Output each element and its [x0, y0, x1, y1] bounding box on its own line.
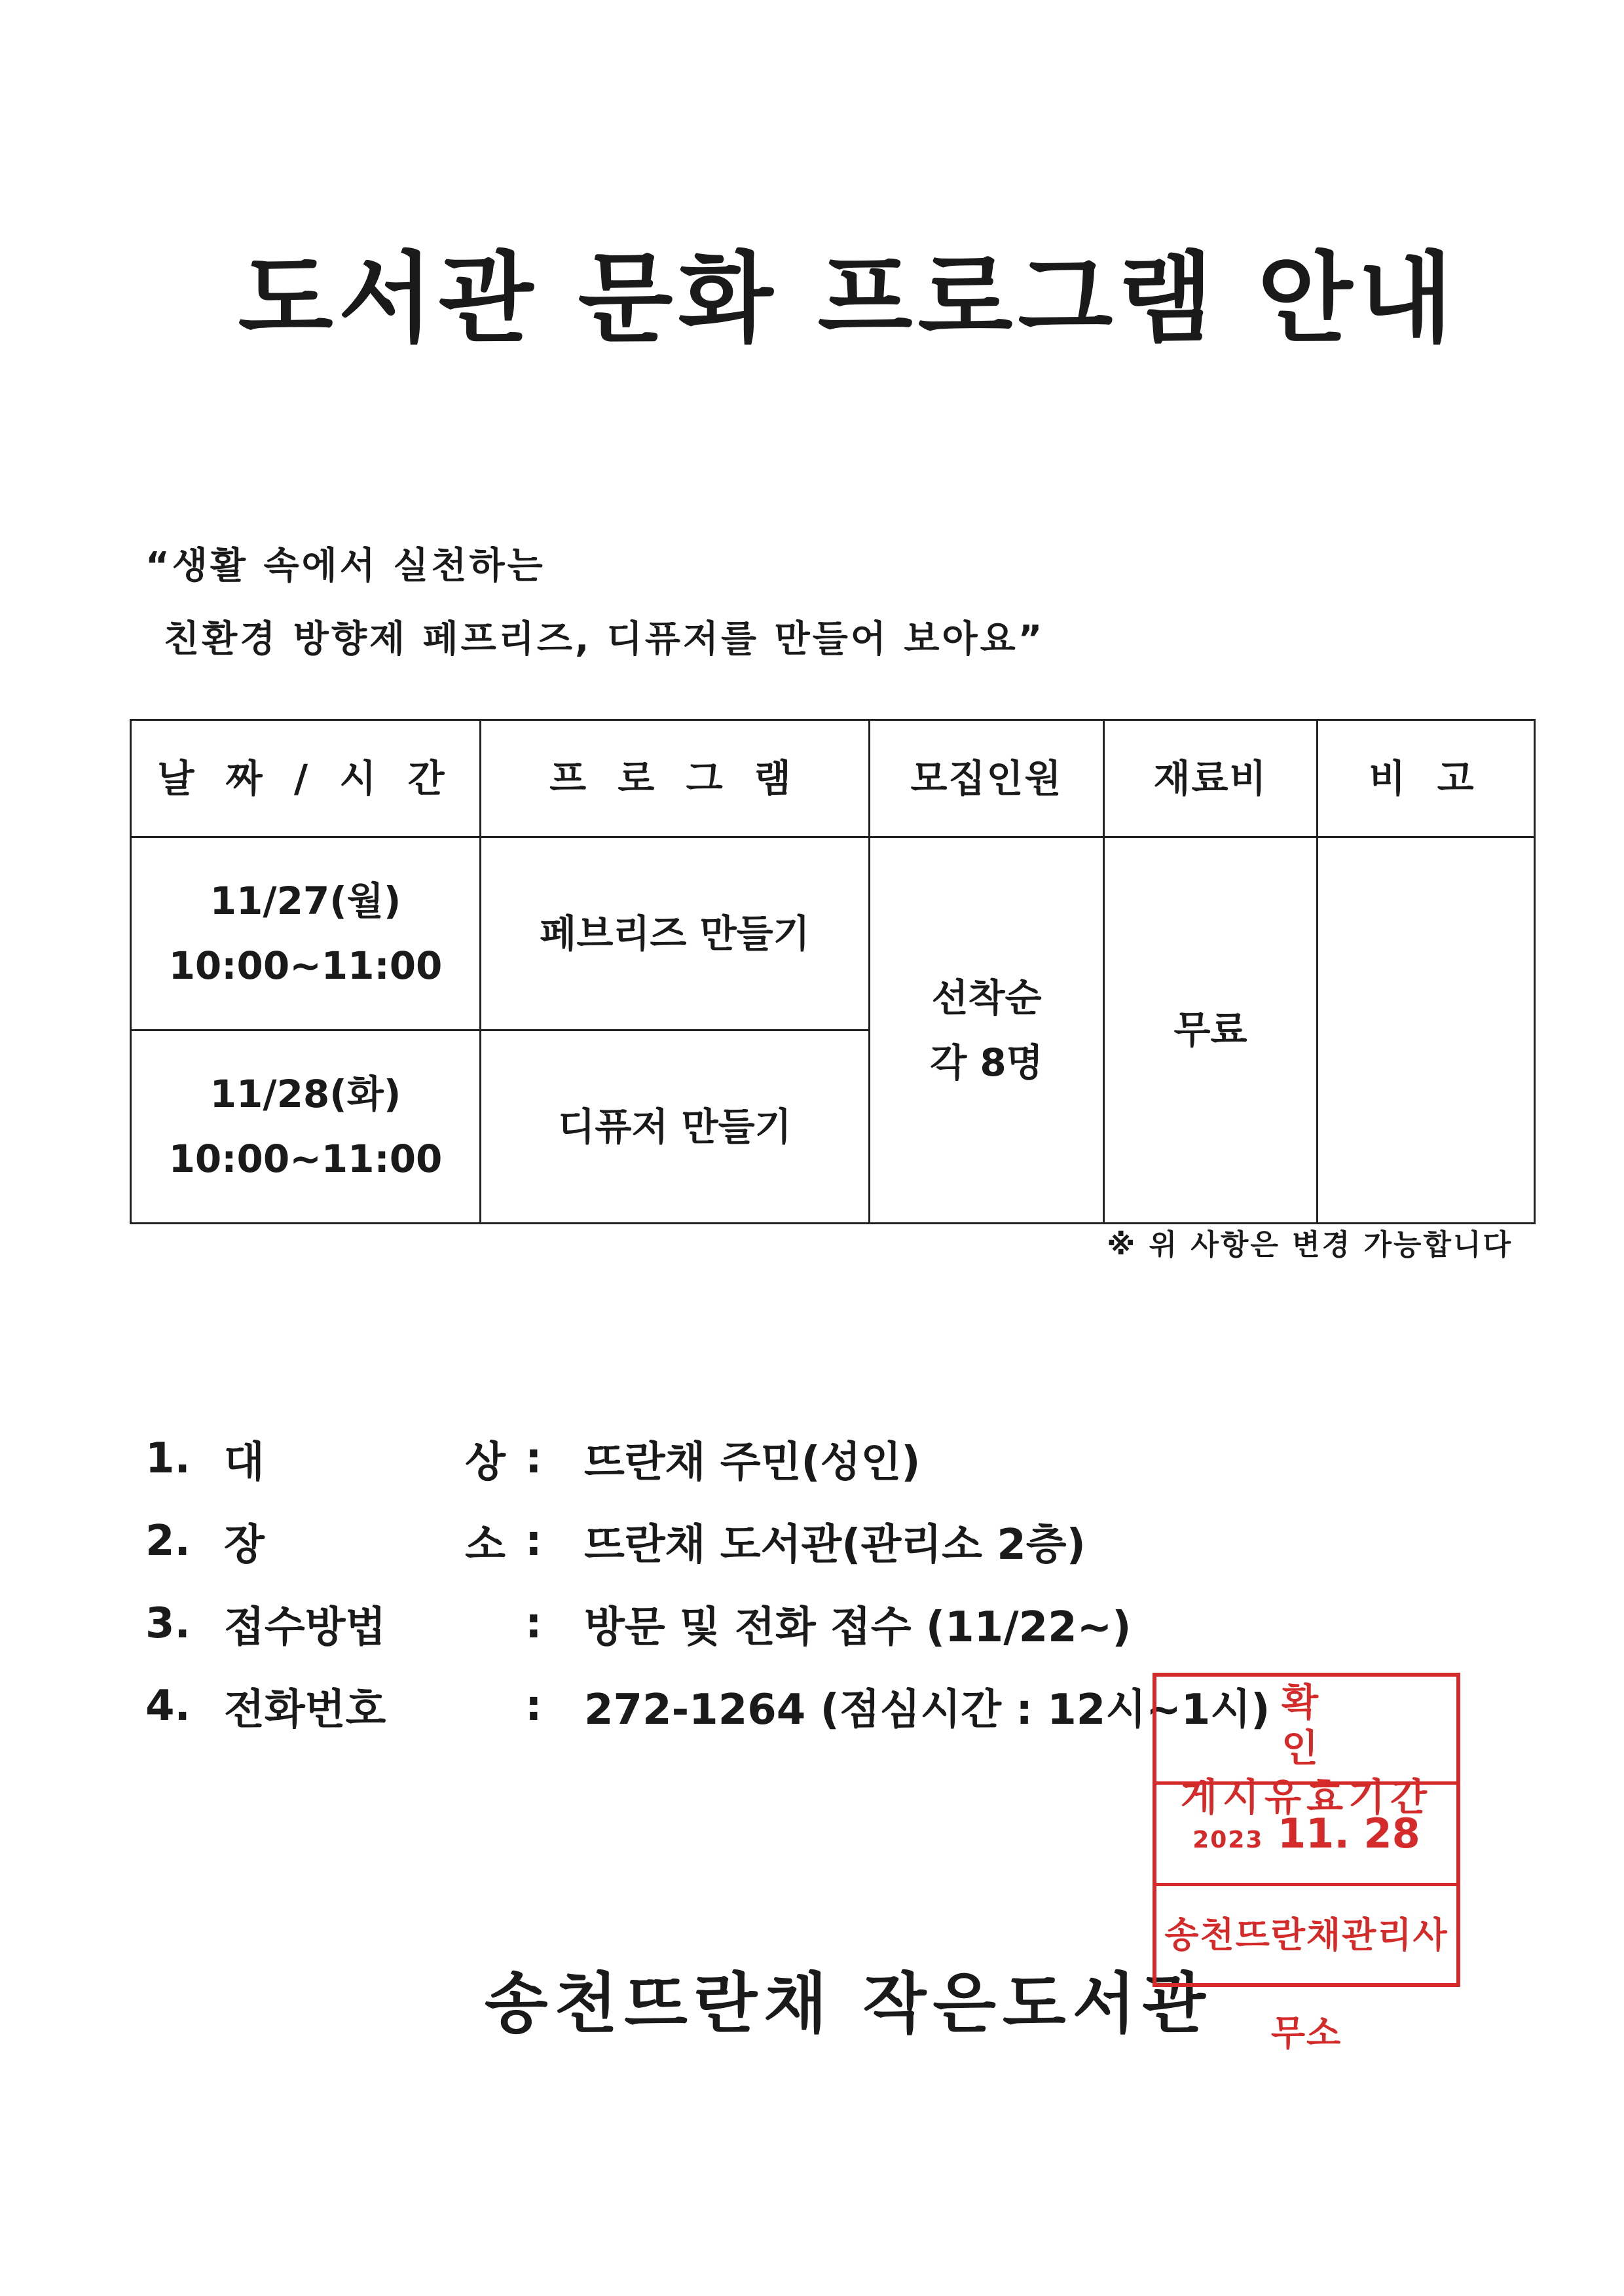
info-value: 뜨란채 도서관(관리소 2층): [584, 1521, 1086, 1569]
info-item-registration: [145, 1582, 1270, 1665]
info-number: 1.: [145, 1434, 191, 1483]
schedule-table: [130, 719, 1536, 1224]
cell-date: 11/28(화): [210, 1072, 401, 1117]
info-value: 272-1264 (점심시간 : 12시~1시): [584, 1686, 1270, 1734]
info-label-part: 소: [465, 1521, 506, 1569]
cell-capacity: [870, 837, 1104, 1224]
cell-program: 디퓨저 만들기: [481, 1030, 870, 1224]
info-number: 4.: [145, 1682, 191, 1730]
info-item-place: [145, 1500, 1270, 1582]
info-value: 뜨란채 주민(성인): [584, 1438, 921, 1487]
info-colon: :: [525, 1434, 542, 1483]
info-label: [224, 1676, 506, 1736]
header-fee: 재료비: [1104, 720, 1318, 837]
stamp-label: 게시유효기간: [1180, 1775, 1433, 1819]
stamp-header: [1156, 1677, 1456, 1819]
info-item-phone: [145, 1665, 1270, 1747]
cell-program: 페브리즈 만들기: [481, 837, 870, 1030]
info-item-target: [145, 1417, 1270, 1500]
change-notice: ※ 위 사항은 변경 가능합니다: [1107, 1228, 1513, 1262]
stamp-day: 11. 28: [1278, 1810, 1420, 1857]
info-list: [145, 1417, 1270, 1747]
cell-time: 10:00~11:00: [168, 943, 443, 988]
info-label: [224, 1594, 506, 1654]
header-capacity: 모집인원: [870, 720, 1104, 837]
header-program: 프 로 그 램: [481, 720, 870, 837]
info-colon: :: [525, 1599, 542, 1648]
info-label: [224, 1429, 506, 1489]
library-name: 송천뜨란채 작은도서관: [485, 1965, 1212, 2042]
info-label-part: 전화번호: [224, 1686, 386, 1734]
capacity-line-2: 각 8명: [930, 1040, 1043, 1085]
info-label-part: 접수방법: [224, 1603, 386, 1652]
info-number: 2.: [145, 1517, 191, 1565]
info-colon: :: [525, 1682, 542, 1730]
info-label: [224, 1511, 506, 1571]
stamp-year: 2023: [1192, 1827, 1264, 1853]
header-remarks: 비 고: [1318, 720, 1535, 837]
table-row: [131, 837, 1535, 1030]
table-header-row: [131, 720, 1535, 837]
info-label-part: 대: [224, 1438, 265, 1487]
cell-date-time: [131, 837, 481, 1030]
cell-fee: 무료: [1104, 837, 1318, 1224]
info-label-part: 상: [465, 1438, 506, 1487]
info-label-part: 장: [224, 1521, 265, 1569]
cell-time: 10:00~11:00: [168, 1137, 443, 1181]
cell-date-time: [131, 1030, 481, 1224]
cell-date: 11/27(월): [210, 879, 401, 924]
capacity-line-1: 선착순: [931, 975, 1042, 1020]
approval-stamp: [1153, 1673, 1460, 2054]
info-number: 3.: [145, 1599, 191, 1648]
header-date-time: 날 짜 / 시 간: [131, 720, 481, 837]
stamp-organization: 송천뜨란채관리사무소: [1164, 1914, 1449, 2054]
slogan-line-2: 친환경 방향제 페프리즈, 디퓨저를 만들어 보아요”: [164, 618, 1045, 661]
stamp-confirm: 확인: [1281, 1680, 1411, 1770]
page-title: 도서관 문화 프로그램 안내: [238, 242, 1458, 356]
cell-remarks: [1318, 837, 1535, 1224]
info-colon: :: [525, 1517, 542, 1565]
slogan-line-1: “생활 속에서 실천하는: [145, 545, 545, 587]
info-value: 방문 및 전화 접수 (11/22~): [584, 1603, 1132, 1652]
stamp-date: [1156, 1785, 1456, 1886]
